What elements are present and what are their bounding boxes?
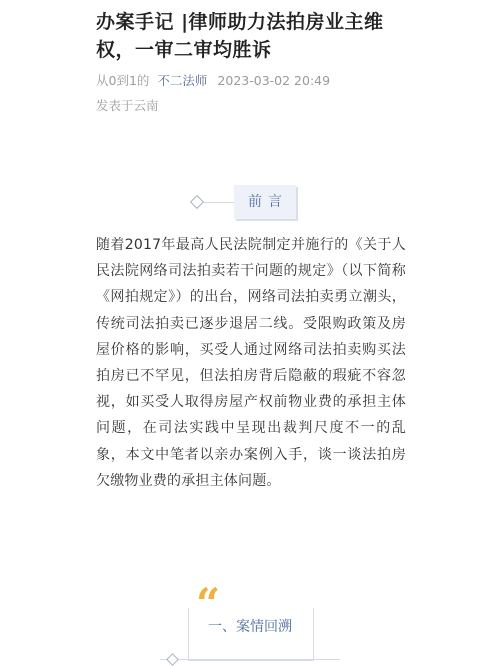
diamond-icon <box>166 653 179 666</box>
body-paragraph: 随着2017年最高人民法院制定并施行的《关于人民法院网络司法拍卖若干问题的规定》（以下简称《网拍规定》）的出台，网络司法拍卖勇立潮头，传统司法拍卖已逐步退居二线。受限购政策及房屋价格的影响，买受人通过网络司法拍卖购买法拍房已不罕见，但法拍房背后隐蔽的瑕疵不容忽视，如买受人取得房屋产权前物业费的承担主体问题，在司法实践中呈现出裁判尺度不一的乱象，本文中笔者以亲办案例入手，谈一谈法拍房欠缴物业费的承担主体问题。 <box>96 237 406 489</box>
article-title: 办案手记 |律师助力法拍房业主维权，一审二审均胜诉 <box>96 11 384 61</box>
publish-time: 2023-03-02 20:49 <box>217 73 331 88</box>
publish-location: 发表于云南 <box>96 98 159 113</box>
divider-line <box>160 659 340 660</box>
section-title-preface: 前言 <box>234 185 296 219</box>
series-name[interactable]: 从0到1的 <box>96 73 150 88</box>
section-title-case: 一、案情回溯 <box>208 619 292 635</box>
quote-icon: “ <box>196 579 221 628</box>
bottom-divider <box>0 654 500 666</box>
section-header-preface <box>188 182 312 224</box>
article-meta <box>96 71 330 89</box>
author-link[interactable]: 不二法师 <box>157 73 208 88</box>
diamond-icon <box>190 195 204 209</box>
